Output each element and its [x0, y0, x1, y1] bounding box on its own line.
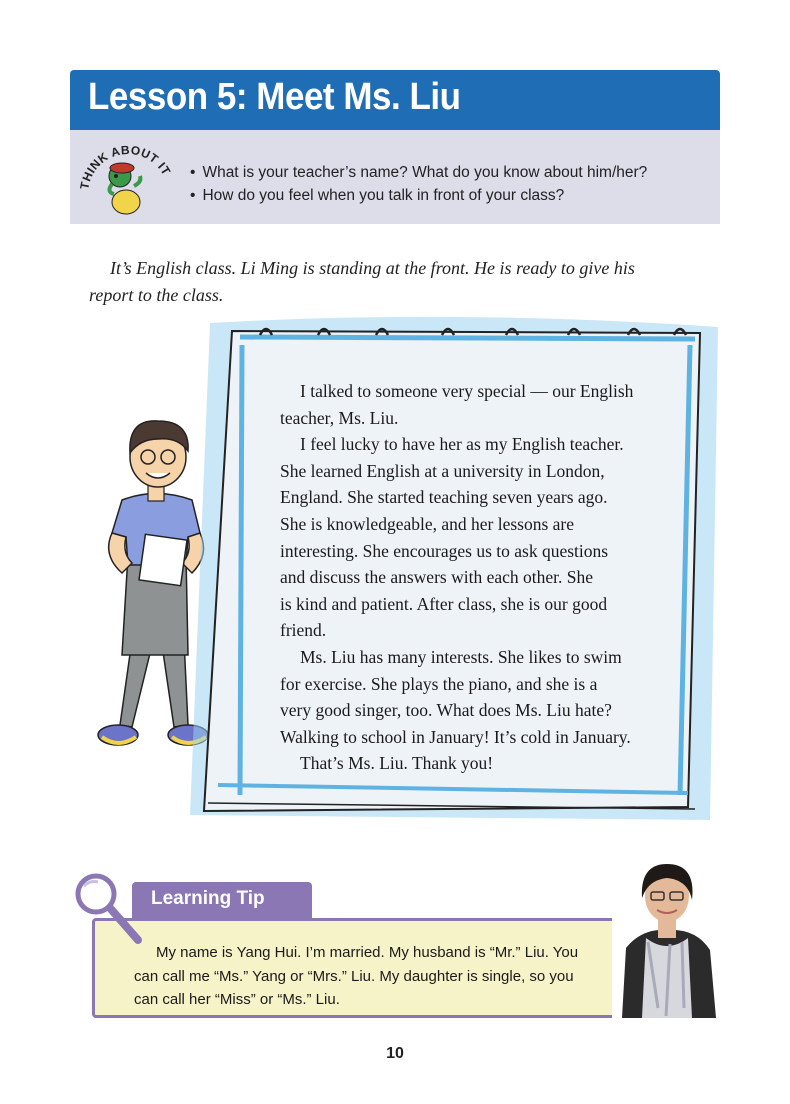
report-line: and discuss the answers with each other. She [280, 567, 593, 588]
intro-paragraph [89, 255, 699, 309]
report-text [280, 378, 680, 777]
report-line: interesting. She encourages us to ask questions [280, 540, 609, 561]
report-line: friend. [280, 620, 327, 641]
think-question: • What is your teacher’s name? What do you know about him/her? [190, 161, 647, 184]
lesson-title-bar [70, 70, 720, 130]
report-line: I feel lucky to have her as my English teacher. [300, 434, 624, 455]
report-line: for exercise. She plays the piano, and she is a [280, 673, 598, 694]
intro-line: report to the class. [89, 285, 224, 305]
report-line: very good singer, too. What does Ms. Liu hate? [280, 700, 612, 721]
report-line: Ms. Liu has many interests. She likes to swim [300, 646, 622, 667]
report-line: Walking to school in January! It’s cold in January. [280, 726, 631, 747]
report-line: teacher, Ms. Liu. [280, 407, 399, 428]
lesson-title: Lesson 5: Meet Ms. Liu [88, 76, 461, 118]
report-line: She learned English at a university in London, [280, 460, 605, 481]
think-about-it-badge [76, 136, 176, 216]
report-line: She is knowledgeable, and her lessons are [280, 513, 575, 534]
report-line: is kind and patient. After class, she is our good [280, 593, 608, 614]
teacher-photo [612, 858, 722, 1018]
learning-tip-heading: Learning Tip [151, 888, 265, 909]
think-question: • How do you feel when you talk in front of your class? [190, 184, 647, 207]
learning-tip-tab [132, 882, 312, 918]
magnifier-icon [70, 870, 150, 950]
intro-line: It’s English class. Li Ming is standing at the front. He is ready to give his [110, 258, 635, 278]
page-number: 10 [386, 1045, 404, 1062]
tip-line: My name is Yang Hui. I’m married. My husband is “Mr.” Liu. You [156, 944, 579, 961]
think-about-it-box [70, 130, 720, 224]
report-line: That’s Ms. Liu. Thank you! [300, 753, 494, 774]
report-line: England. She started teaching seven years ago. [280, 487, 608, 508]
turtle-mascot-icon [109, 163, 140, 214]
report-line: I talked to someone very special — our English [300, 381, 634, 401]
tip-line: can call me “Ms.” Yang or “Mrs.” Liu. My daughter is single, so you [134, 967, 574, 985]
learning-tip-text [134, 941, 624, 1012]
think-questions-list [190, 161, 647, 207]
think-about-it-label: THINK ABOUT IT [77, 142, 174, 191]
tip-line: can call her “Miss” or “Ms.” Liu. [134, 991, 340, 1008]
